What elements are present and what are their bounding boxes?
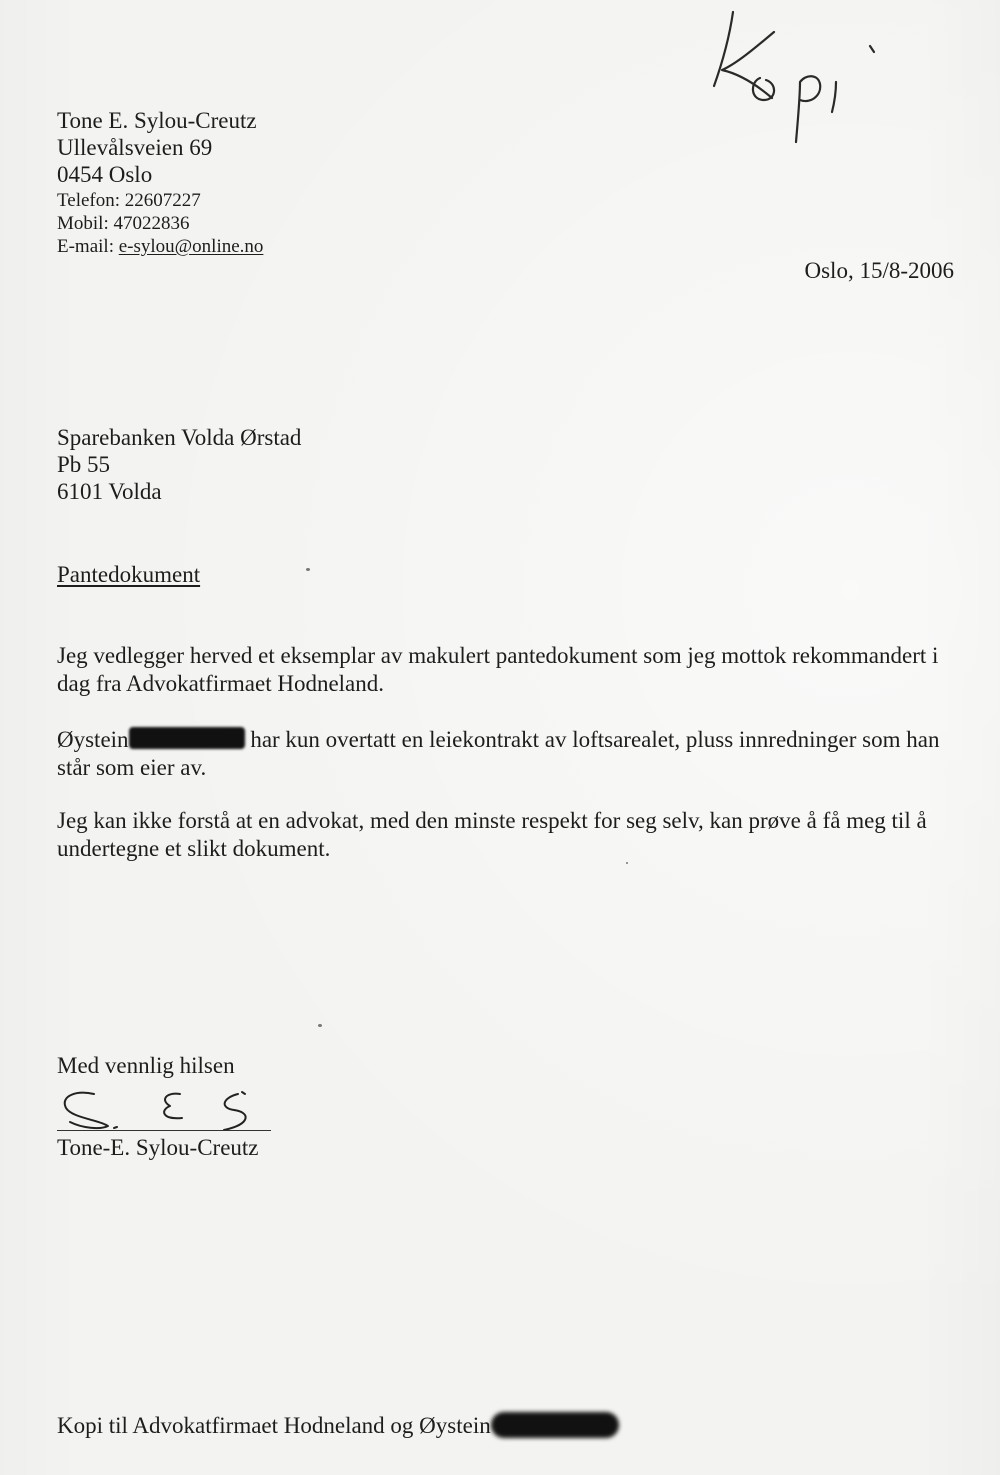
signer-name: Tone-E. Sylou-Creutz xyxy=(57,1135,259,1160)
scan-speck xyxy=(318,1024,322,1027)
sender-mobile-line xyxy=(57,212,189,235)
letter-date: Oslo, 15/8-2006 xyxy=(804,258,954,283)
scan-speck xyxy=(306,568,310,571)
copy-recipients-line xyxy=(57,1407,619,1439)
mobile-number: 47022836 xyxy=(113,213,190,234)
body-paragraph-3: Jeg kan ikke forstå at en advokat, med den minste respekt for seg selv, kan prøve å få meg til å undertegne et slikt dokument. xyxy=(57,808,927,861)
email-label: E-mail: xyxy=(57,236,114,257)
handwritten-signature xyxy=(56,1084,276,1134)
copy-recipients-text: Kopi til Advokatfirmaet Hodneland og Øystein xyxy=(57,1413,491,1438)
recipient-box: Pb 55 xyxy=(57,452,111,477)
body-paragraph-1: Jeg vedlegger herved et eksemplar av makulert pantedokument som jeg mottok rekommandert i dag fra Advokatfirmaet Hodneland. xyxy=(57,643,939,696)
sender-postal-city: 0454 Oslo xyxy=(57,162,153,187)
signature-line xyxy=(57,1130,271,1131)
recipient-name: Sparebanken Volda Ørstad xyxy=(57,425,302,450)
mobile-label: Mobil: xyxy=(57,213,109,234)
body-paragraph-2-end: har kun overtatt en leiekontrakt av loftsarealet, pluss innredninger som han står som eier av. xyxy=(57,727,940,780)
sender-phone-line xyxy=(57,189,201,212)
handwritten-kopi-annotation xyxy=(700,8,890,148)
phone-label: Telefon: xyxy=(57,190,121,211)
body-paragraph-2 xyxy=(57,725,962,782)
phone-number: 22607227 xyxy=(124,190,201,211)
letter-subject: Pantedokument xyxy=(57,562,201,587)
scan-speck xyxy=(626,862,628,864)
sender-email-line xyxy=(57,235,263,258)
redacted-surname xyxy=(129,727,245,749)
body-paragraph-2-start: Øystein xyxy=(57,727,129,752)
closing-greeting: Med vennlig hilsen xyxy=(57,1053,235,1078)
sender-name: Tone E. Sylou-Creutz xyxy=(57,108,257,133)
recipient-postal-city: 6101 Volda xyxy=(57,479,162,504)
sender-street: Ullevålsveien 69 xyxy=(57,135,213,160)
redacted-surname-copy xyxy=(491,1412,619,1438)
email-link[interactable]: e-sylou@online.no xyxy=(118,236,264,257)
